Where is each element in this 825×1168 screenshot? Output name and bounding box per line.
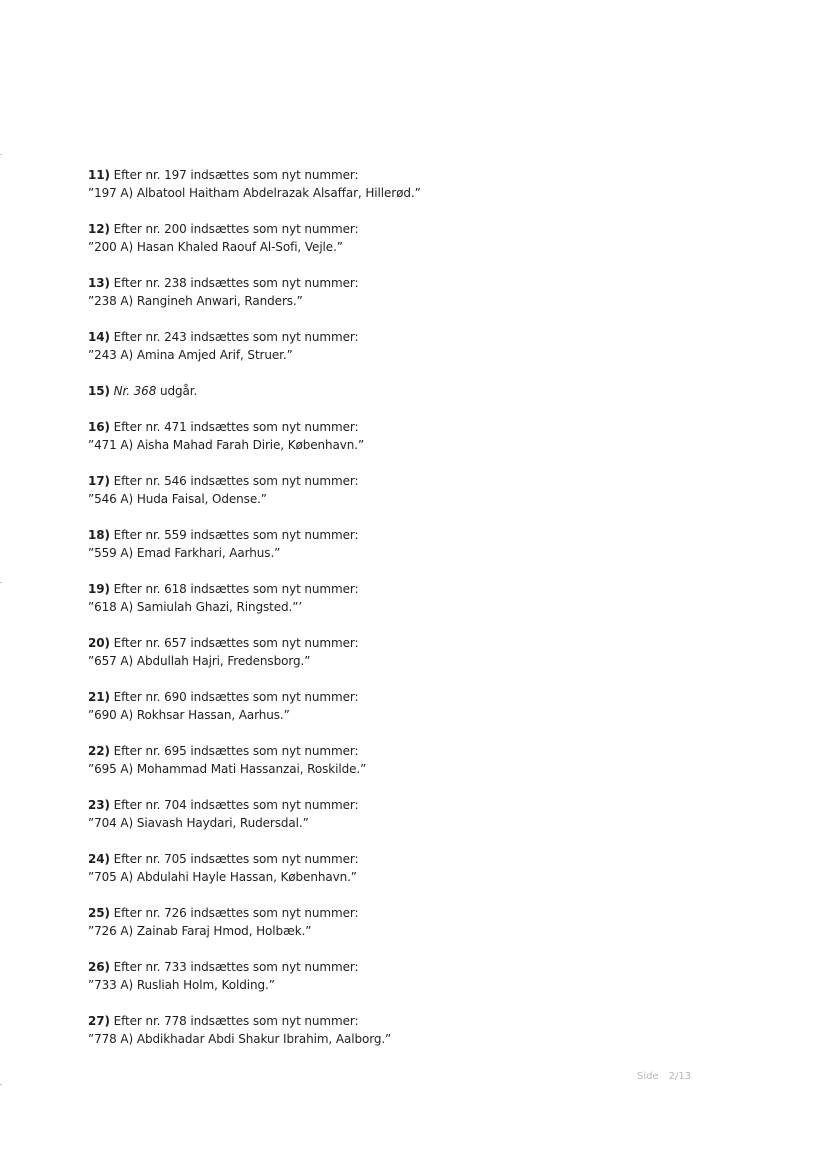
amendment-item [88, 634, 728, 670]
amendment-item [88, 166, 728, 202]
amendment-item [88, 418, 728, 454]
amendment-instruction: Efter nr. 657 indsættes som nyt nummer: [113, 636, 359, 650]
amendment-item [88, 904, 728, 940]
amendment-instruction: Efter nr. 238 indsættes som nyt nummer: [113, 276, 359, 290]
amendment-entry: ”705 A) Abdulahi Hayle Hassan, København.” [88, 870, 357, 884]
amendment-number: 23) [88, 798, 110, 812]
amendment-number: 25) [88, 906, 110, 920]
amendment-number: 21) [88, 690, 110, 704]
amendment-item [88, 526, 728, 562]
amendment-intro [88, 166, 728, 184]
amendment-entry: ”695 A) Mohammad Mati Hassanzai, Roskilde.” [88, 762, 367, 776]
amendment-intro [88, 1012, 728, 1030]
margin-mark [0, 582, 2, 583]
amendment-number: 20) [88, 636, 110, 650]
page-label: Side [637, 1071, 659, 1082]
amendment-intro [88, 418, 728, 436]
amendment-instruction: Efter nr. 705 indsættes som nyt nummer: [113, 852, 359, 866]
repeal-item [88, 382, 728, 400]
margin-mark [0, 1084, 2, 1085]
amendment-number: 18) [88, 528, 110, 542]
amendment-number: 19) [88, 582, 110, 596]
amendment-item [88, 274, 728, 310]
amendment-instruction: Efter nr. 200 indsættes som nyt nummer: [113, 222, 359, 236]
amendment-intro [88, 796, 728, 814]
amendment-number: 22) [88, 744, 110, 758]
amendment-instruction: Efter nr. 695 indsættes som nyt nummer: [113, 744, 359, 758]
amendment-item [88, 472, 728, 508]
amendment-entry: ”778 A) Abdikhadar Abdi Shakur Ibrahim, Aalborg.” [88, 1032, 392, 1046]
page-footer [637, 1071, 691, 1082]
amendment-entry: ”546 A) Huda Faisal, Odense.” [88, 492, 267, 506]
amendment-entry: ”690 A) Rokhsar Hassan, Aarhus.” [88, 708, 290, 722]
amendment-item [88, 1012, 728, 1048]
amendment-instruction: Efter nr. 559 indsættes som nyt nummer: [113, 528, 359, 542]
amendment-number: 27) [88, 1014, 110, 1028]
amendment-item [88, 742, 728, 778]
amendment-entry: ”471 A) Aisha Mahad Farah Dirie, København.” [88, 438, 365, 452]
amendment-entry: ”197 A) Albatool Haitham Abdelrazak Alsaffar, Hillerød.” [88, 186, 421, 200]
amendment-intro [88, 742, 728, 760]
amendment-entry: ”733 A) Rusliah Holm, Kolding.” [88, 978, 275, 992]
amendment-intro [88, 904, 728, 922]
amendment-entry: ”618 A) Samiulah Ghazi, Ringsted.”’ [88, 600, 303, 614]
amendment-instruction: Efter nr. 733 indsættes som nyt nummer: [113, 960, 359, 974]
amendment-number: 11) [88, 168, 110, 182]
amendment-intro [88, 526, 728, 544]
amendment-instruction: Efter nr. 690 indsættes som nyt nummer: [113, 690, 359, 704]
amendment-instruction: Efter nr. 778 indsættes som nyt nummer: [113, 1014, 359, 1028]
repeal-line [88, 382, 728, 400]
amendment-entry: ”238 A) Rangineh Anwari, Randers.” [88, 294, 303, 308]
amendment-intro [88, 274, 728, 292]
amendment-item [88, 328, 728, 364]
amendment-intro [88, 220, 728, 238]
amendment-entry: ”200 A) Hasan Khaled Raouf Al-Sofi, Vejle.” [88, 240, 343, 254]
page-number: 2/13 [668, 1071, 692, 1082]
amendment-number: 15) [88, 384, 110, 398]
amendment-intro [88, 580, 728, 598]
amendment-entry: ”704 A) Siavash Haydari, Rudersdal.” [88, 816, 309, 830]
amendment-number: 14) [88, 330, 110, 344]
amendment-entry: ”726 A) Zainab Faraj Hmod, Holbæk.” [88, 924, 312, 938]
amendment-item [88, 796, 728, 832]
amendment-intro [88, 850, 728, 868]
amendment-instruction: Efter nr. 546 indsættes som nyt nummer: [113, 474, 359, 488]
amendment-number: 24) [88, 852, 110, 866]
amendment-entry: ”559 A) Emad Farkhari, Aarhus.” [88, 546, 281, 560]
amendment-intro [88, 688, 728, 706]
amendment-number: 17) [88, 474, 110, 488]
amendment-instruction: Efter nr. 471 indsættes som nyt nummer: [113, 420, 359, 434]
repeal-reference: Nr. 368 [113, 384, 157, 398]
amendment-intro [88, 634, 728, 652]
amendment-entry: ”657 A) Abdullah Hajri, Fredensborg.” [88, 654, 311, 668]
amendment-number: 16) [88, 420, 110, 434]
amendment-instruction: Efter nr. 726 indsættes som nyt nummer: [113, 906, 359, 920]
amendment-item [88, 850, 728, 886]
repeal-text: udgår. [159, 384, 198, 398]
amendment-item [88, 688, 728, 724]
amendment-item [88, 958, 728, 994]
amendment-intro [88, 472, 728, 490]
amendment-instruction: Efter nr. 197 indsættes som nyt nummer: [113, 168, 359, 182]
amendment-intro [88, 958, 728, 976]
amendment-item [88, 220, 728, 256]
amendment-number: 13) [88, 276, 110, 290]
amendment-entry: ”243 A) Amina Amjed Arif, Struer.” [88, 348, 293, 362]
amendment-number: 26) [88, 960, 110, 974]
amendment-instruction: Efter nr. 243 indsættes som nyt nummer: [113, 330, 359, 344]
amendment-instruction: Efter nr. 618 indsættes som nyt nummer: [113, 582, 359, 596]
amendment-intro [88, 328, 728, 346]
amendment-instruction: Efter nr. 704 indsættes som nyt nummer: [113, 798, 359, 812]
amendment-number: 12) [88, 222, 110, 236]
amendment-list [88, 166, 728, 1066]
amendment-item [88, 580, 728, 616]
margin-mark [0, 154, 2, 155]
